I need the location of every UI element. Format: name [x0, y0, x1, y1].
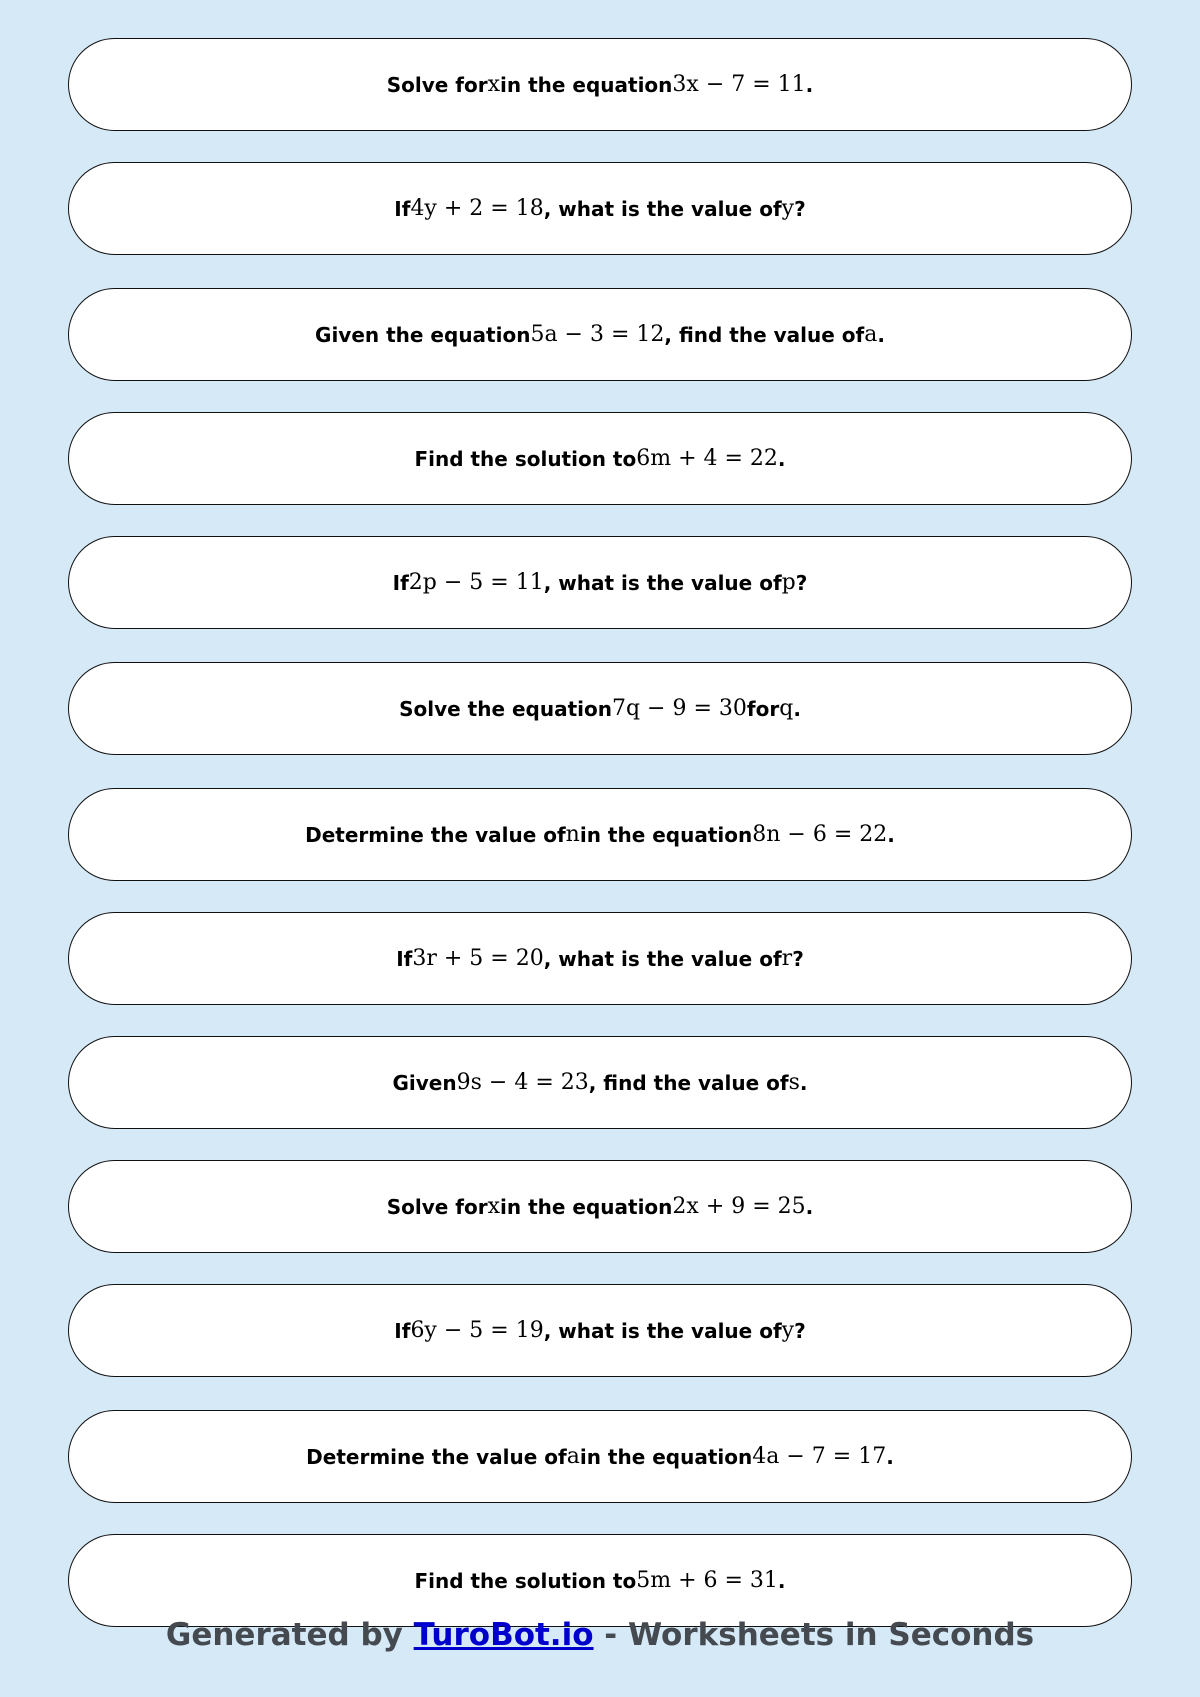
math-expression: q	[779, 696, 794, 721]
question-card	[68, 662, 1132, 755]
question-text: in the equation	[579, 1444, 753, 1469]
math-expression: 5m + 6 = 31	[636, 1568, 778, 1593]
question-card	[68, 1160, 1132, 1253]
question-card	[68, 1534, 1132, 1627]
math-expression: 7q − 9 = 30	[611, 696, 747, 721]
question-text: ?	[792, 946, 804, 971]
question-card	[68, 912, 1132, 1005]
question-text: Solve for	[386, 1194, 488, 1219]
question-text: , what is the value of	[543, 946, 782, 971]
question-text: .	[777, 446, 786, 471]
question-text: Find the solution to	[414, 446, 637, 471]
question-text: Solve for	[386, 72, 488, 97]
math-expression: 3x − 7 = 11	[672, 72, 806, 97]
question-text: , what is the value of	[543, 570, 782, 595]
question-card	[68, 1036, 1132, 1129]
question-text: ?	[794, 196, 806, 221]
question-text: , what is the value of	[543, 1318, 782, 1343]
question-text: Find the solution to	[414, 1568, 637, 1593]
math-expression: 9s − 4 = 23	[456, 1070, 589, 1095]
question-card	[68, 38, 1132, 131]
question-text: .	[793, 696, 801, 721]
question-text: in the equation	[500, 1194, 673, 1219]
question-text: If	[392, 570, 409, 595]
footer-prefix: Generated by	[165, 1617, 414, 1653]
question-text: ?	[794, 1318, 806, 1343]
question-text: .	[805, 1194, 814, 1219]
question-text: .	[799, 1070, 808, 1095]
math-expression: r	[781, 946, 793, 971]
math-expression: 5a − 3 = 12	[530, 322, 665, 347]
question-text: .	[887, 822, 895, 847]
question-card	[68, 1284, 1132, 1377]
question-text: .	[877, 322, 885, 347]
question-text: in the equation	[579, 822, 753, 847]
math-expression: a	[566, 1444, 580, 1469]
question-card	[68, 1410, 1132, 1503]
math-expression: s	[788, 1070, 800, 1095]
question-text: Given	[392, 1070, 457, 1095]
question-text: ?	[795, 570, 808, 595]
question-text: Determine the value of	[306, 1444, 567, 1469]
math-expression: 4a − 7 = 17	[752, 1444, 887, 1469]
question-text: Given the equation	[315, 322, 531, 347]
turobot-link[interactable]: TuroBot.io	[413, 1617, 594, 1653]
math-expression: 4y + 2 = 18	[410, 196, 544, 221]
question-text: .	[805, 72, 814, 97]
question-card	[68, 162, 1132, 255]
math-expression: y	[781, 1318, 795, 1343]
question-text: If	[394, 196, 411, 221]
question-text: Determine the value of	[305, 822, 566, 847]
footer-suffix: - Worksheets in Seconds	[593, 1617, 1035, 1653]
math-expression: 8n − 6 = 22	[752, 822, 888, 847]
math-expression: 6m + 4 = 22	[636, 446, 778, 471]
question-text: If	[394, 1318, 411, 1343]
math-expression: 6y − 5 = 19	[410, 1318, 544, 1343]
math-expression: x	[487, 1194, 501, 1219]
question-text: in the equation	[500, 72, 673, 97]
question-text: Solve the equation	[399, 696, 612, 721]
question-text: , find the value of	[664, 322, 865, 347]
math-expression: p	[781, 570, 796, 595]
question-text: .	[777, 1568, 786, 1593]
math-expression: y	[781, 196, 795, 221]
question-text: If	[396, 946, 413, 971]
question-text: for	[746, 696, 780, 721]
footer	[0, 1617, 1200, 1653]
question-card	[68, 536, 1132, 629]
question-text: .	[886, 1444, 894, 1469]
math-expression: 2x + 9 = 25	[672, 1194, 806, 1219]
question-text: , find the value of	[588, 1070, 789, 1095]
question-card	[68, 288, 1132, 381]
math-expression: x	[487, 72, 501, 97]
question-card	[68, 412, 1132, 505]
math-expression: 2p − 5 = 11	[408, 570, 544, 595]
math-expression: n	[565, 822, 580, 847]
question-card	[68, 788, 1132, 881]
math-expression: 3r + 5 = 20	[412, 946, 544, 971]
math-expression: a	[864, 322, 878, 347]
question-text: , what is the value of	[543, 196, 782, 221]
